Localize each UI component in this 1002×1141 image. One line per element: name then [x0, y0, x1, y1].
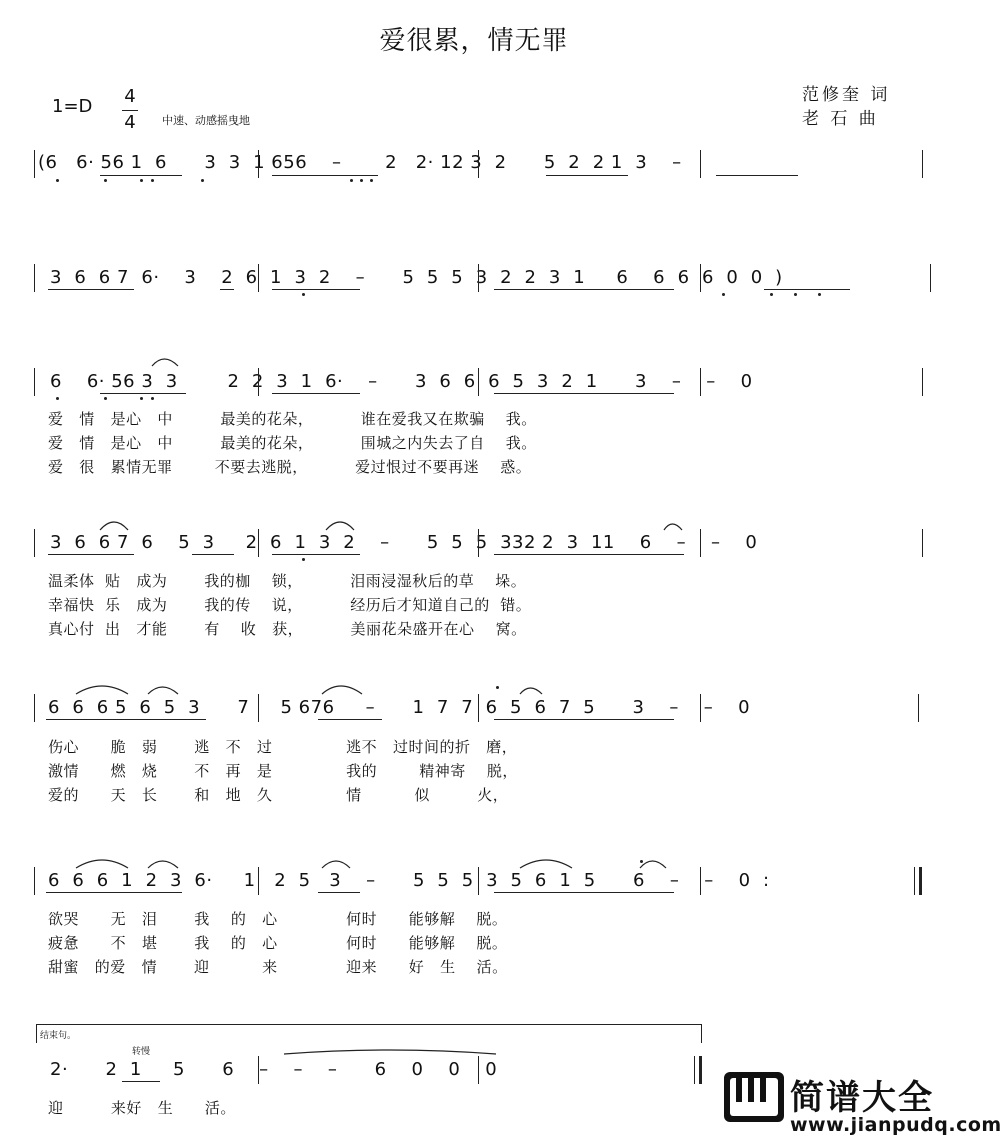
lyric-row-3-verse-3: 爱 很 累情无罪 不要去逃脱， 爱过恨过不要再迷 惑。 [48, 458, 532, 476]
notation-row-3: 6 6· 56 3 3 2 2 3 1 6· – 3 6 6 6 5 3 2 1 3 – – 0 [50, 371, 753, 392]
tempo-marking: 中速、动感摇曳地 [162, 114, 250, 127]
lyric-row-4-verse-3: 真心付 出 才能 有 收 获， 美丽花朵盛开在心 窝。 [48, 620, 527, 638]
watermark-brand: 简谱大全 [790, 1078, 934, 1118]
lyric-row-6-verse-1: 欲哭 无 泪 我 的 心 何时 能够解 脱。 [48, 910, 508, 928]
notation-row-2: 3 6 6 7 6· 3 2 6 1 3 2 – 5 5 5 3 2 2 3 1 6 6 6 6 0 0 ) [50, 267, 783, 288]
key-signature: 1=D [52, 96, 93, 117]
meter-bottom: 4 [124, 112, 136, 133]
ending-label: 结束句。 [40, 1031, 77, 1041]
notation-row-7: 2· 2 1 5 6 – – – 6 0 0 0 [50, 1059, 498, 1080]
lyric-row-6-verse-3: 甜蜜 的爱 情 迎 来 迎来 好 生 活。 [48, 958, 508, 976]
lyric-row-6-verse-2: 疲惫 不 堪 我 的 心 何时 能够解 脱。 [48, 934, 508, 952]
lyric-row-3-verse-2: 爱 情 是心 中 最美的花朵， 围城之内失去了自 我。 [48, 434, 537, 452]
notation-row-6: 6 6 6 1 2 3 6· 1 2 5 3 – 5 5 5 3 5 6 1 5 6 – – 0 : [48, 870, 770, 891]
lyric-row-5-verse-3: 爱的 天 长 和 地 久 情 似 火， [48, 786, 509, 804]
lyric-row-5-verse-2: 激情 燃 烧 不 再 是 我的 精神寄 脱， [48, 762, 518, 780]
piano-logo-icon [724, 1072, 784, 1122]
meter-top: 4 [124, 86, 136, 107]
ritardando-marking: 转慢 [132, 1047, 151, 1057]
lyricist-credit: 范修奎 词 [802, 85, 891, 105]
composer-credit: 老 石 曲 [802, 109, 879, 129]
notation-row-1: (6 6· 56 1 6 3 3 1 656 – 2 2· 12 3 2 5 2 2 1 3 – [38, 152, 682, 173]
lyric-row-5-verse-1: 伤心 脆 弱 逃 不 过 逃不 过时间的折 磨， [48, 738, 518, 756]
watermark-url: www.jianpudq.com [790, 1114, 1002, 1136]
lyric-row-4-verse-1: 温柔体 贴 成为 我的枷 锁， 泪雨浸湿秋后的草 垛。 [48, 572, 527, 590]
lyric-row-7: 迎 来好 生 活。 [48, 1099, 236, 1117]
song-title: 爱很累，情无罪 [379, 26, 569, 56]
notation-row-5: 6 6 6 5 6 5 3 7 5 676 – 1 7 7 6 5 6 7 5 3 – – 0 [48, 697, 751, 718]
lyric-row-3-verse-1: 爱 情 是心 中 最美的花朵， 谁在爱我又在欺骗 我。 [48, 410, 537, 428]
notation-row-4: 3 6 6 7 6 5 3 2 6 1 3 2 – 5 5 5 332 2 3 11 6 – – 0 [50, 532, 758, 553]
lyric-row-4-verse-2: 幸福快 乐 成为 我的传 说， 经历后才知道自己的 错。 [48, 596, 532, 614]
